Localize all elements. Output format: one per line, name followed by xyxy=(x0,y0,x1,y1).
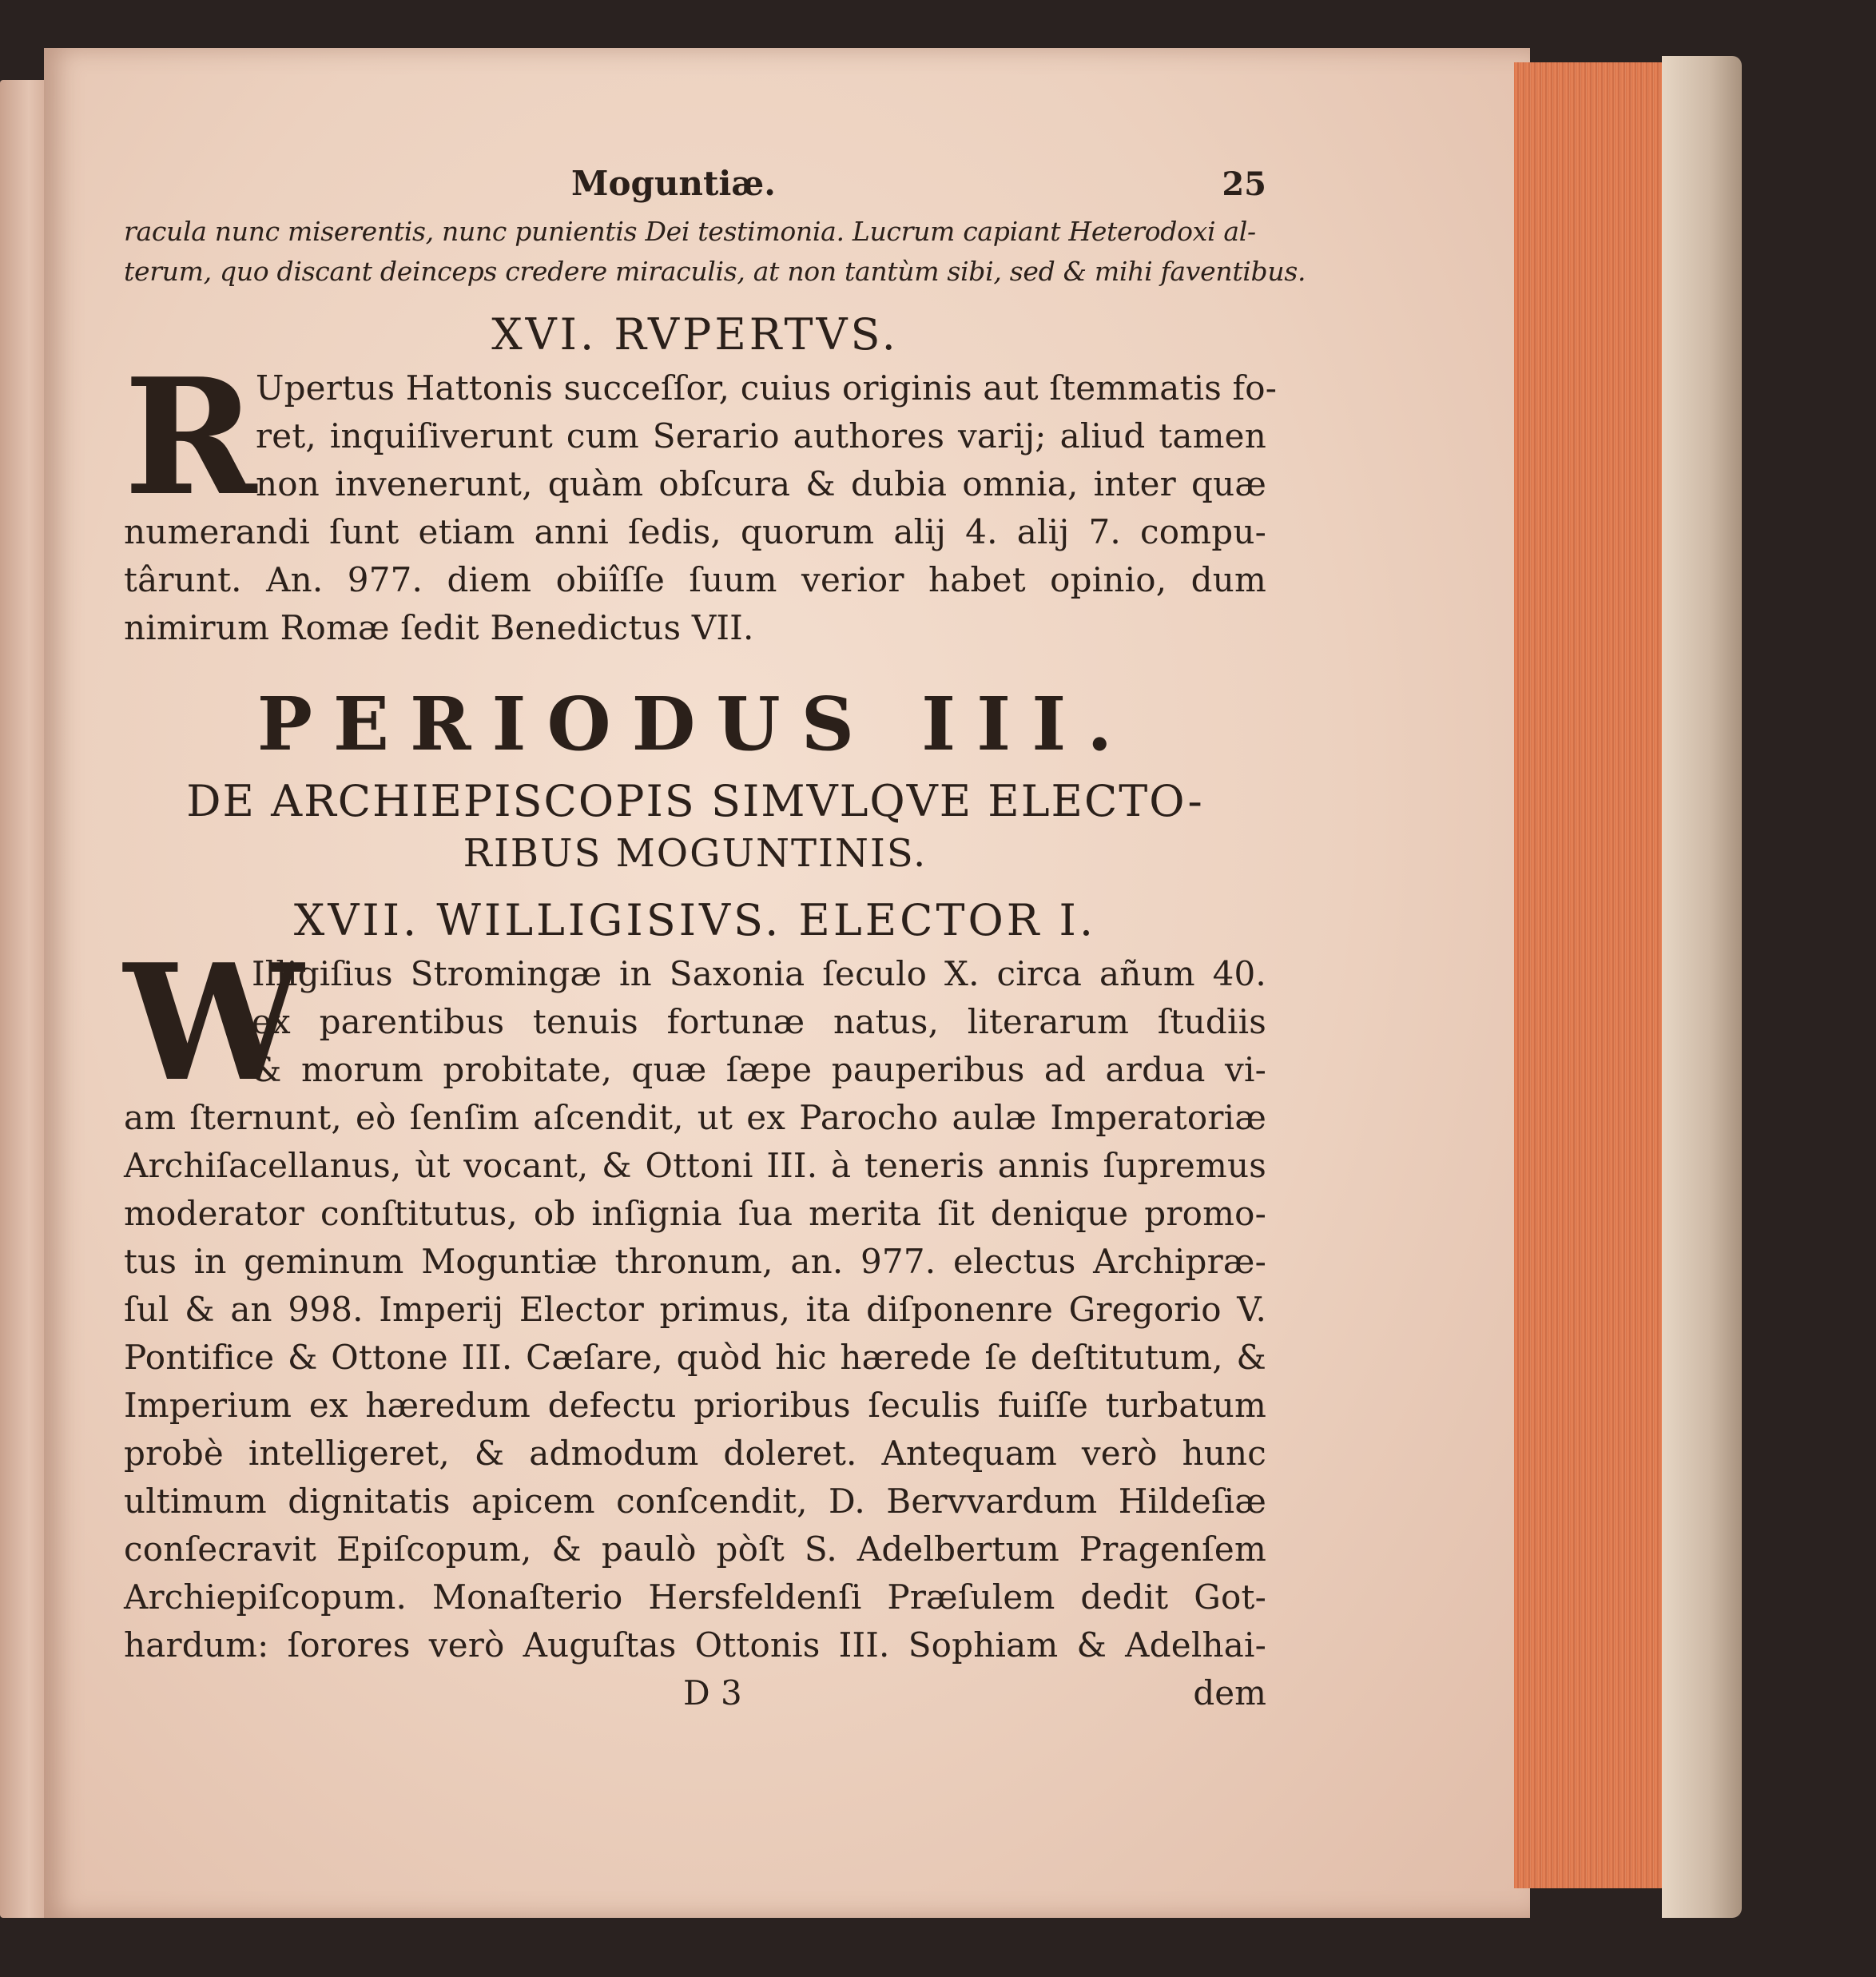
dropcap: W xyxy=(124,929,304,1117)
text-line: & morum probitate, quæ ſæpe pauperibus ad ardua vi- xyxy=(252,1050,1266,1089)
text-line: ſul & an 998. Imperij Elector primus, ita diſponenre Gregorio V. xyxy=(124,1290,1266,1329)
text-line: nimirum Romæ ſedit Benedictus VII. xyxy=(124,608,754,647)
running-head-title: Moguntiæ. xyxy=(571,164,776,203)
text-line: Archiſacellanus, ùt vocant, & Ottoni III. à teneris annis ſupremus xyxy=(124,1146,1266,1185)
cover-edge xyxy=(1662,56,1742,1918)
italic-line: racula nunc miserentis, nunc punientis Dei testimonia. Lucrum capiant Heterodoxi al- xyxy=(124,216,1256,247)
book xyxy=(0,48,1758,1934)
text-line: Illigiſius Stromingæ in Saxonia ſeculo X. circa añum 40. xyxy=(252,954,1266,993)
fore-edge xyxy=(1514,62,1666,1888)
period-subtitle: DE ARCHIEPISCOPIS SIMVLQVE ELECTO- xyxy=(186,776,1204,826)
dropcap: R xyxy=(124,344,257,531)
period-subtitle: RIBUS MOGUNTINIS. xyxy=(463,831,928,876)
text-line: conſecravit Epiſcopum, & paulò pòſt S. Adelbertum Pragenſem xyxy=(124,1529,1266,1569)
text-line: non invenerunt, quàm obſcura & dubia omnia, inter quæ xyxy=(256,464,1266,503)
signature-mark: D 3 xyxy=(683,1673,742,1712)
section-heading-xvi: XVI. RVPERTVS. xyxy=(491,309,899,360)
section-xvi-text xyxy=(124,344,1278,652)
text-line: moderator conſtitutus, ob inſignia ſua merita ſit denique promo- xyxy=(124,1194,1266,1233)
text-line: numerandi ſunt etiam anni ſedis, quorum alij 4. alij 7. compu- xyxy=(124,512,1266,551)
page-footer xyxy=(124,1669,1266,1717)
text-line: ultimum dignitatis apicem conſcendit, D. Bervvardum Hildeſiæ xyxy=(124,1482,1266,1521)
text-line: Pontifice & Ottone III. Cæſare, quòd hic hærede ſe deſtitutum, & xyxy=(124,1338,1266,1377)
section-heading-xvii: XVII. WILLIGISIVS. ELECTOR I. xyxy=(293,895,1097,945)
text-line: ret, inquiſiverunt cum Serario authores varij; aliud tamen xyxy=(256,416,1266,455)
running-head xyxy=(124,164,1266,212)
text-line: târunt. An. 977. diem obiîſſe ſuum verior habet opinio, dum xyxy=(124,560,1266,599)
text-line: probè intelligeret, & admodum doleret. Antequam verò hunc xyxy=(124,1434,1266,1473)
text-line: am ſternunt, eò ſenſim aſcendit, ut ex Parocho aulæ Imperatoriæ xyxy=(124,1098,1266,1137)
text-line: tus in geminum Moguntiæ thronum, an. 977. electus Archipræ- xyxy=(124,1242,1266,1281)
page-number: 25 xyxy=(1222,165,1266,203)
text-line: Archiepiſcopum. Monaſterio Hersfeldenſi Præſulem dedit Got- xyxy=(124,1577,1266,1617)
left-page-edge xyxy=(0,80,48,1918)
catchword: dem xyxy=(1193,1673,1266,1712)
text-line: ex parentibus tenuis fortunæ natus, literarum ſtudiis xyxy=(252,1002,1266,1041)
italic-line: terum, quo discant deinceps credere miraculis, at non tantùm sibi, sed & mihi faventibus. xyxy=(124,256,1306,287)
page-text xyxy=(124,164,1306,1717)
section-xvii-text xyxy=(124,929,1266,1669)
text-line: Upertus Hattonis succeſſor, cuius originis aut ſtemmatis fo- xyxy=(256,368,1278,408)
text-line: hardum: ſorores verò Auguſtas Ottonis III. Sophiam & Adelhai- xyxy=(124,1625,1266,1665)
period-title: PERIODUS III. xyxy=(256,681,1134,767)
text-line: Imperium ex hæredum defectu prioribus ſeculis fuiſſe turbatum xyxy=(124,1386,1266,1425)
intro-italic xyxy=(124,212,1306,292)
